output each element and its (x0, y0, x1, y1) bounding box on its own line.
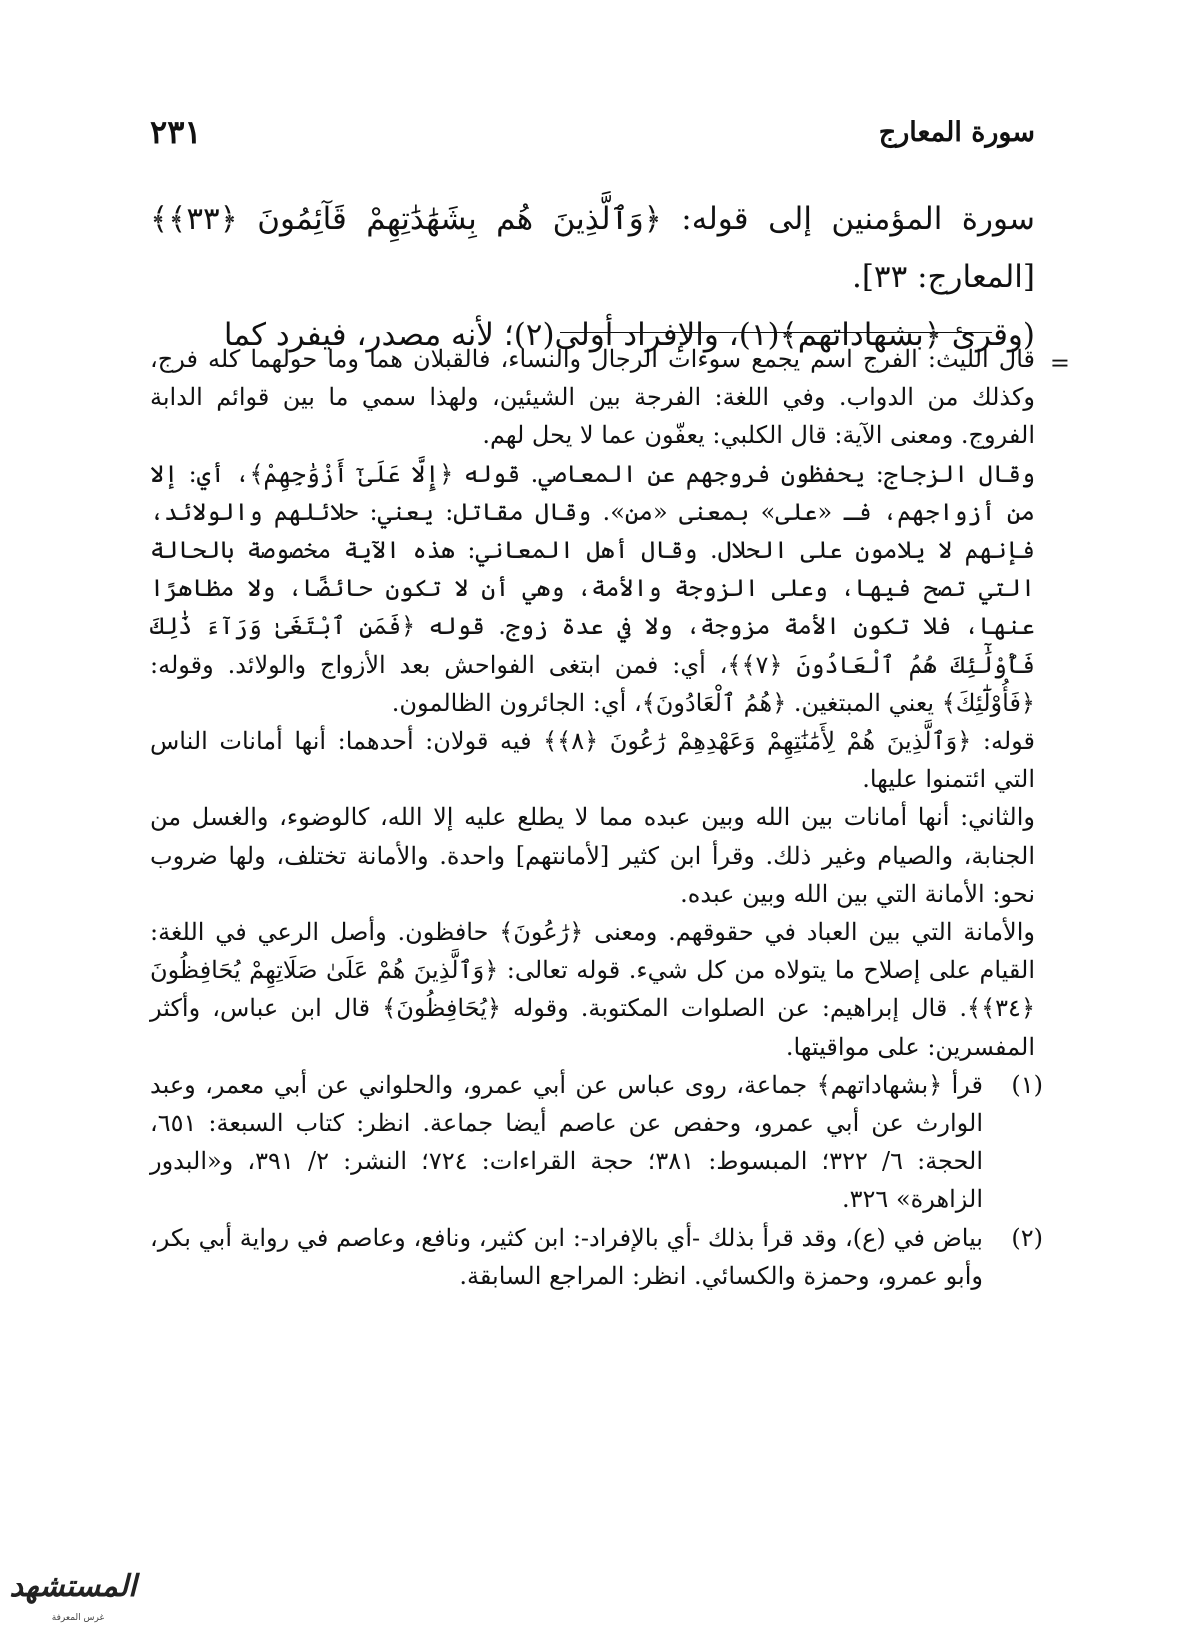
surah-title: سورة المعارج (878, 116, 1035, 148)
note-paragraph: والثاني: أنها أمانات بين الله وبين عبده مما لا يطلع عليه إلا الله، كالوضوء، والغسل من الجنابة، والصيام وغير ذلك. وقرأ ابن كثير [لأمانتهم] واحدة. والأمانة تختلف، ولها ضروب نحو: الأمانة التي بين الله وبين عبده. (150, 803, 1035, 908)
commentary-notes (150, 340, 1070, 1295)
main-text-line: (وقرئ ﴿بشهاداتهم﴾(١)، والإفراد أولى(٢)؛ لأنه مصدر، فيفرد كما (223, 317, 1035, 353)
footnote-number: (١) (1011, 1070, 1043, 1099)
note-paragraph: والأمانة التي بين العباد في حقوقهم. ومعنى ﴿رَٰعُونَ﴾ حافظون. وأصل الرعي في اللغة: القيام على إصلاح ما يتولاه من كل شيء. قوله تعالى: ﴿وَٱلَّذِينَ هُمْ عَلَىٰ صَلَاتِهِمْ يُحَافِظُونَ ﴿٣٤﴾﴾. قال إبراهيم: عن الصلوات المكتوبة. وقوله ﴿يُحَافِظُونَ﴾ قال ابن عباس، وأكثر المفسرين: على مواقيتها. (150, 918, 1035, 1061)
note-paragraph: قال الليث: الفرج اسم يجمع سوءات الرجال والنساء، فالقبلان هما وما حولهما كله فرج، وكذلك من الدواب. وفي اللغة: الفرجة بين الشيئين، ولهذا سمي ما بين قوائم الدابة الفروج. ومعنى الآية: قال الكلبي: يعفّون عما لا يحل لهم. (150, 345, 1035, 450)
note-paragraph: وقال الزجاج: يحفظون فروجهم عن المعاصي. قوله ﴿إِلَّا عَلَىٰٓ أَزْوَٰجِهِمْ﴾، أي: إلا من أزواجهم، فـ «على» بمعنى «من». وقال مقاتل: يعني: حلائلهم والولائد، فإنهم لا يلامون على الحلال. وقال أهل المعاني: هذه الآية مخصوصة بالحالة التي تصح فيها، وعلى الزوجة والأمة، وهي أن لا تكون حائضًا، ولا مظاهرًا عنها، فلا تكون الأمة مزوجة، ولا في عدة زوج. قوله ﴿فَمَنِ ٱبْتَغَىٰ وَرَآءَ ذَٰلِكَ فَأُوْلَٰٓئِكَ هُمُ ٱلْعَادُونَ ﴿٧﴾﴾، أي: فمن ابتغى الفواحش بعد الأزواج والولائد. وقوله: ﴿فَأُوْلَٰٓئِكَ﴾ يعني المبتغين. ﴿هُمُ ٱلْعَادُونَ﴾، أي: الجائرون الظالمون. (150, 459, 1035, 717)
continuation-mark: = (1049, 349, 1070, 377)
watermark-text: المستشهد (9, 1569, 137, 1604)
page-number: ٢٣١ (150, 113, 202, 151)
footnote-2 (150, 1219, 1043, 1295)
footnote-1 (150, 1066, 1043, 1219)
publisher-watermark-logo (9, 1548, 137, 1638)
main-text-line: سورة المؤمنين إلى قوله: ﴿وَٱلَّذِينَ هُم بِشَهَٰدَٰتِهِمْ قَآئِمُونَ ﴿٣٣﴾﴾ [المعارج: ٣٣]. (150, 201, 1035, 295)
footnote-number: (٢) (1011, 1223, 1043, 1252)
footnote-text: بياض في (ع)، وقد قرأ بذلك -أي بالإفراد-: ابن كثير، ونافع، وعاصم في رواية أبي بكر، وأبو عمرو، وحمزة والكسائي. انظر: المراجع السابقة. (150, 1223, 983, 1290)
footnote-text: قرأ ﴿بشهاداتهم﴾ جماعة، روى عباس عن أبي عمرو، والحلواني عن أبي معمر، وعبد الوارث عن أبي عمرو، وحفص عن عاصم أيضا جماعة. انظر: كتاب السبعة: ٦٥١، الحجة: ٦/ ٣٢٢؛ المبسوط: ٣٨١؛ حجة القراءات: ٧٢٤؛ النشر: ٢/ ٣٩١، و«البدور الزاهرة» ٣٢٦. (150, 1070, 984, 1214)
watermark-subtext: غرس المعرفة (51, 1613, 105, 1623)
footnotes (150, 1066, 1043, 1295)
footnote-separator (560, 332, 992, 333)
main-text (150, 190, 1035, 364)
page-header (150, 108, 1035, 156)
note-paragraph: قوله: ﴿وَٱلَّذِينَ هُمْ لِأَمَٰنَٰتِهِمْ وَعَهْدِهِمْ رَٰعُونَ ﴿٨﴾﴾ فيه قولان: أحدهما: أنها أمانات الناس التي ائتمنوا عليها. (150, 727, 1035, 794)
